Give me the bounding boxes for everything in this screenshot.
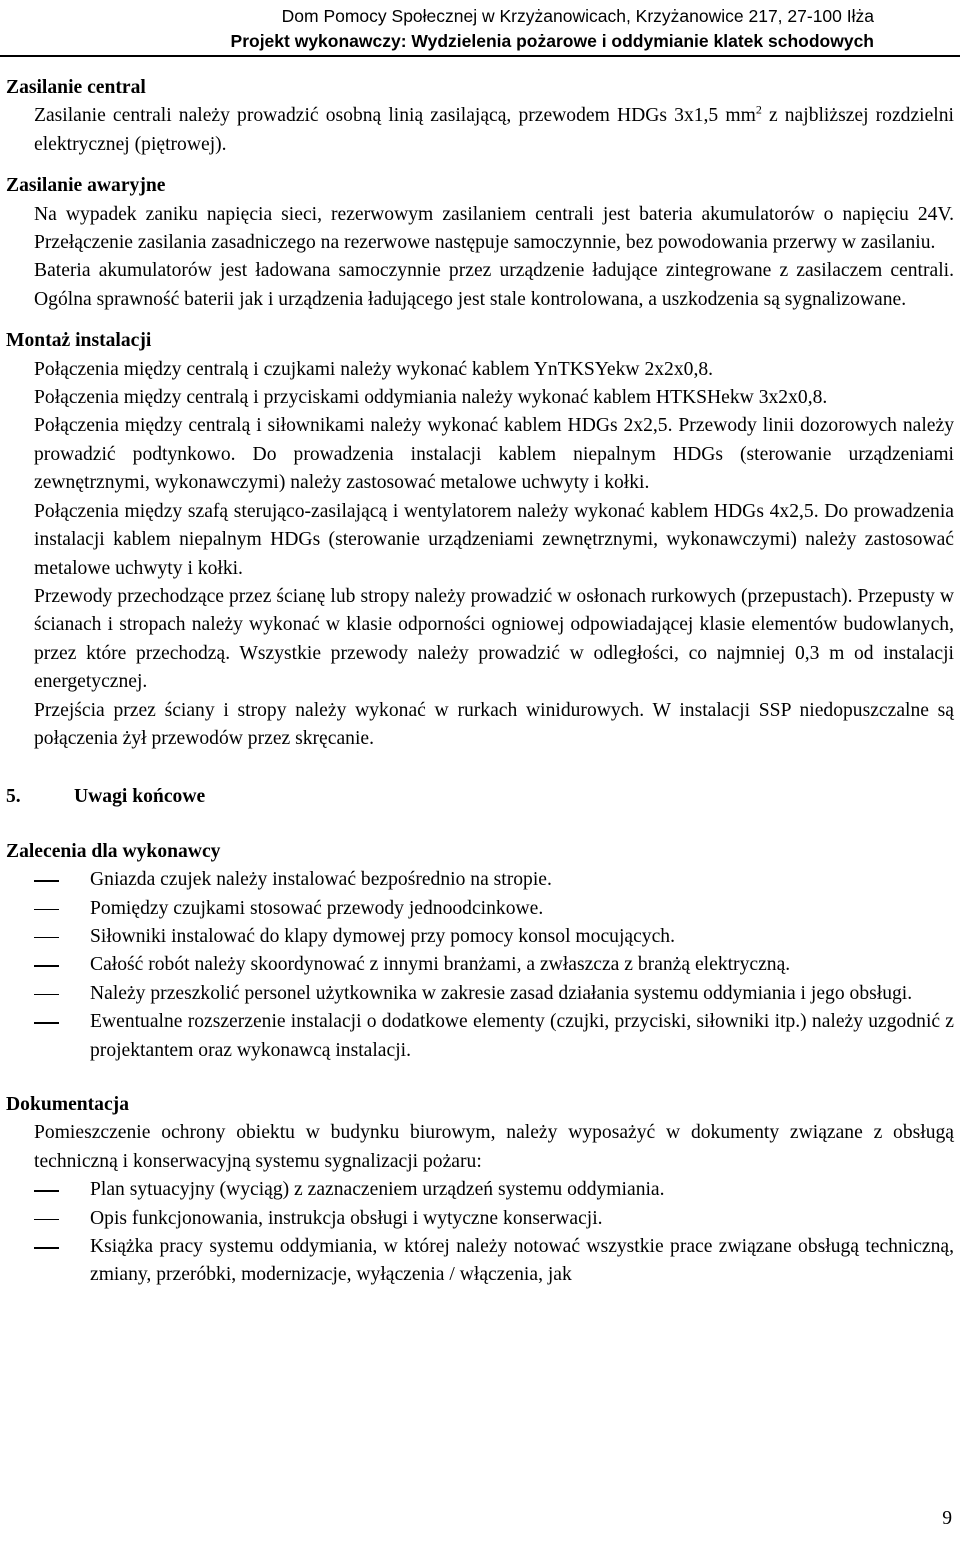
list-item-text: Opis funkcjonowania, instrukcja obsługi i wytyczne konserwacji. [90,1207,603,1229]
zalecenia-list [0,866,960,1065]
dash-bullet-icon [34,1190,59,1192]
list-item-text: Pomiędzy czujkami stosować przewody jednoodcinkowe. [90,897,544,919]
dash-bullet-icon [34,1247,59,1249]
header-institution: Dom Pomocy Społecznej w Krzyżanowicach, Krzyżanowice 217, 27-100 Iłża [281,6,874,26]
text-fragment: z najbliższej rozdzielni elektrycznej (piętrowej). [34,105,954,155]
page-header [231,4,874,54]
heading-zasilanie-awaryjne: Zasilanie awaryjne [6,175,166,197]
text-fragment: Zasilanie centrali należy prowadzić osobną linią zasilającą, przewodem HDGs 3x1,5 mm [34,105,756,127]
list-item-text: Książka pracy systemu oddymiania, w której należy notować wszystkie prace związane obsługą techniczną, zmiany, przeróbki, modernizacje, wyłączenia / włączenia, jak [90,1236,954,1286]
superscript: 2 [755,102,762,117]
list-item-text: Siłowniki instalować do klapy dymowej przy pomocy konsol mocujących. [90,925,675,947]
header-project-title: Projekt wykonawczy: Wydzielenia pożarowe i oddymianie klatek schodowych [230,31,874,51]
list-item-text: Całość robót należy skoordynować z innymi branżami, a zwłaszcza z branżą elektryczną. [90,954,791,976]
paragraph: Przejścia przez ściany i stropy należy wykonać w rurkach winidurowych. W instalacji SSP niedopuszczalne są połączenia żył przewodów przez skręcanie. [34,699,954,749]
list-item [0,895,960,923]
list-item-text: Plan sytuacyjny (wyciąg) z zaznaczeniem urządzeń systemu oddymiania. [90,1179,665,1201]
header-divider [0,55,960,57]
list-item [0,980,960,1008]
section-title-text: Uwagi końcowe [74,786,206,808]
page-number: 9 [942,1508,952,1529]
list-item [0,1008,960,1065]
dokumentacja-list [0,1176,960,1290]
list-item [0,923,960,951]
dash-bullet-icon [34,1219,59,1221]
paragraph: Przewody przechodzące przez ścianę lub stropy należy prowadzić w osłonach rurkowych (przepustach). Przepusty w ścianach i stropach należy wykonać w klasie odporności ogniowej odpowiadającej klasie elementów budowlanych, przez które przechodzą. Wszystkie przewody należy prowadzić w odległości, co najmniej 0,3 m od instalacji energetycznej. [34,585,954,693]
heading-zalecenia: Zalecenia dla wykonawcy [6,840,221,862]
list-item [0,951,960,979]
paragraph: Połączenia między centralą i przyciskami oddymiania należy wykonać kablem HTKSHekw 3x2x0,8. [34,387,828,409]
list-item [0,1233,960,1290]
heading-zasilanie-central: Zasilanie central [6,77,146,98]
paragraph: Połączenia między centralą i siłownikami należy wykonać kablem HDGs 2x2,5. Przewody linii dozorowych należy prowadzić podtynkowo. Do prowadzenia instalacji kablem niepalnym HDGs (sterowanie urządzeniami zewnętrznymi, wykonawczymi) należy zastosować metalowe uchwyty i kołki. [34,415,954,494]
paragraph-dokumentacja-intro: Pomieszczenie ochrony obiektu w budynku biurowym, należy wyposażyć w dokumenty związane z obsługą techniczną i konserwacyjną systemu sygnalizacji pożaru: [34,1122,954,1172]
dash-bullet-icon [34,909,59,911]
heading-montaz-instalacji: Montaż instalacji [6,330,152,352]
section-title-uwagi-koncowe [0,783,960,811]
list-item-text: Gniazda czujek należy instalować bezpośrednio na stropie. [90,869,552,891]
paragraph-zasilanie-central [0,102,960,159]
dash-bullet-icon [34,994,59,996]
document-body [0,68,960,1290]
list-item [0,1205,960,1233]
heading-dokumentacja: Dokumentacja [6,1094,129,1115]
dash-bullet-icon [34,880,59,882]
dash-bullet-icon [34,965,59,967]
list-item [0,866,960,894]
list-item-text: Ewentualne rozszerzenie instalacji o dodatkowe elementy (czujki, przyciski, siłowniki itp.) należy uzgodnić z projektantem oraz wykonawcą instalacji. [90,1011,954,1061]
list-item [0,1176,960,1204]
list-item-text: Należy przeszkolić personel użytkownika w zakresie zasad działania systemu oddymiania i jego obsługi. [90,982,913,1004]
dash-bullet-icon [34,1022,59,1024]
paragraph: Połączenia między centralą i czujkami należy wykonać kablem YnTKSYekw 2x2x0,8. [34,358,714,380]
paragraph: Na wypadek zaniku napięcia sieci, rezerwowym zasilaniem centrali jest bateria akumulatorów o napięciu 24V. Przełączenie zasilania zasadniczego na rezerwowe następuje samoczynnie, bez powodowania przerwy w zasilaniu. [34,203,954,254]
paragraph: Połączenia między szafą sterująco-zasilającą i wentylatorem należy wykonać kablem HDGs 4x2,5. Do prowadzenia instalacji kablem niepalnym HDGs (sterowanie urządzeniami zewnętrznymi, wykonawczymi) należy zastosować metalowe uchwyty i kołki. [34,500,954,579]
section-number: 5. [6,786,21,808]
dash-bullet-icon [34,937,59,939]
paragraph: Bateria akumulatorów jest ładowana samoczynnie przez urządzenie ładujące zintegrowane z zasilaczem centrali. Ogólna sprawność baterii jak i urządzenia ładującego jest stale kontrolowana, a uszkodzenia są sygnalizowane. [34,260,954,310]
